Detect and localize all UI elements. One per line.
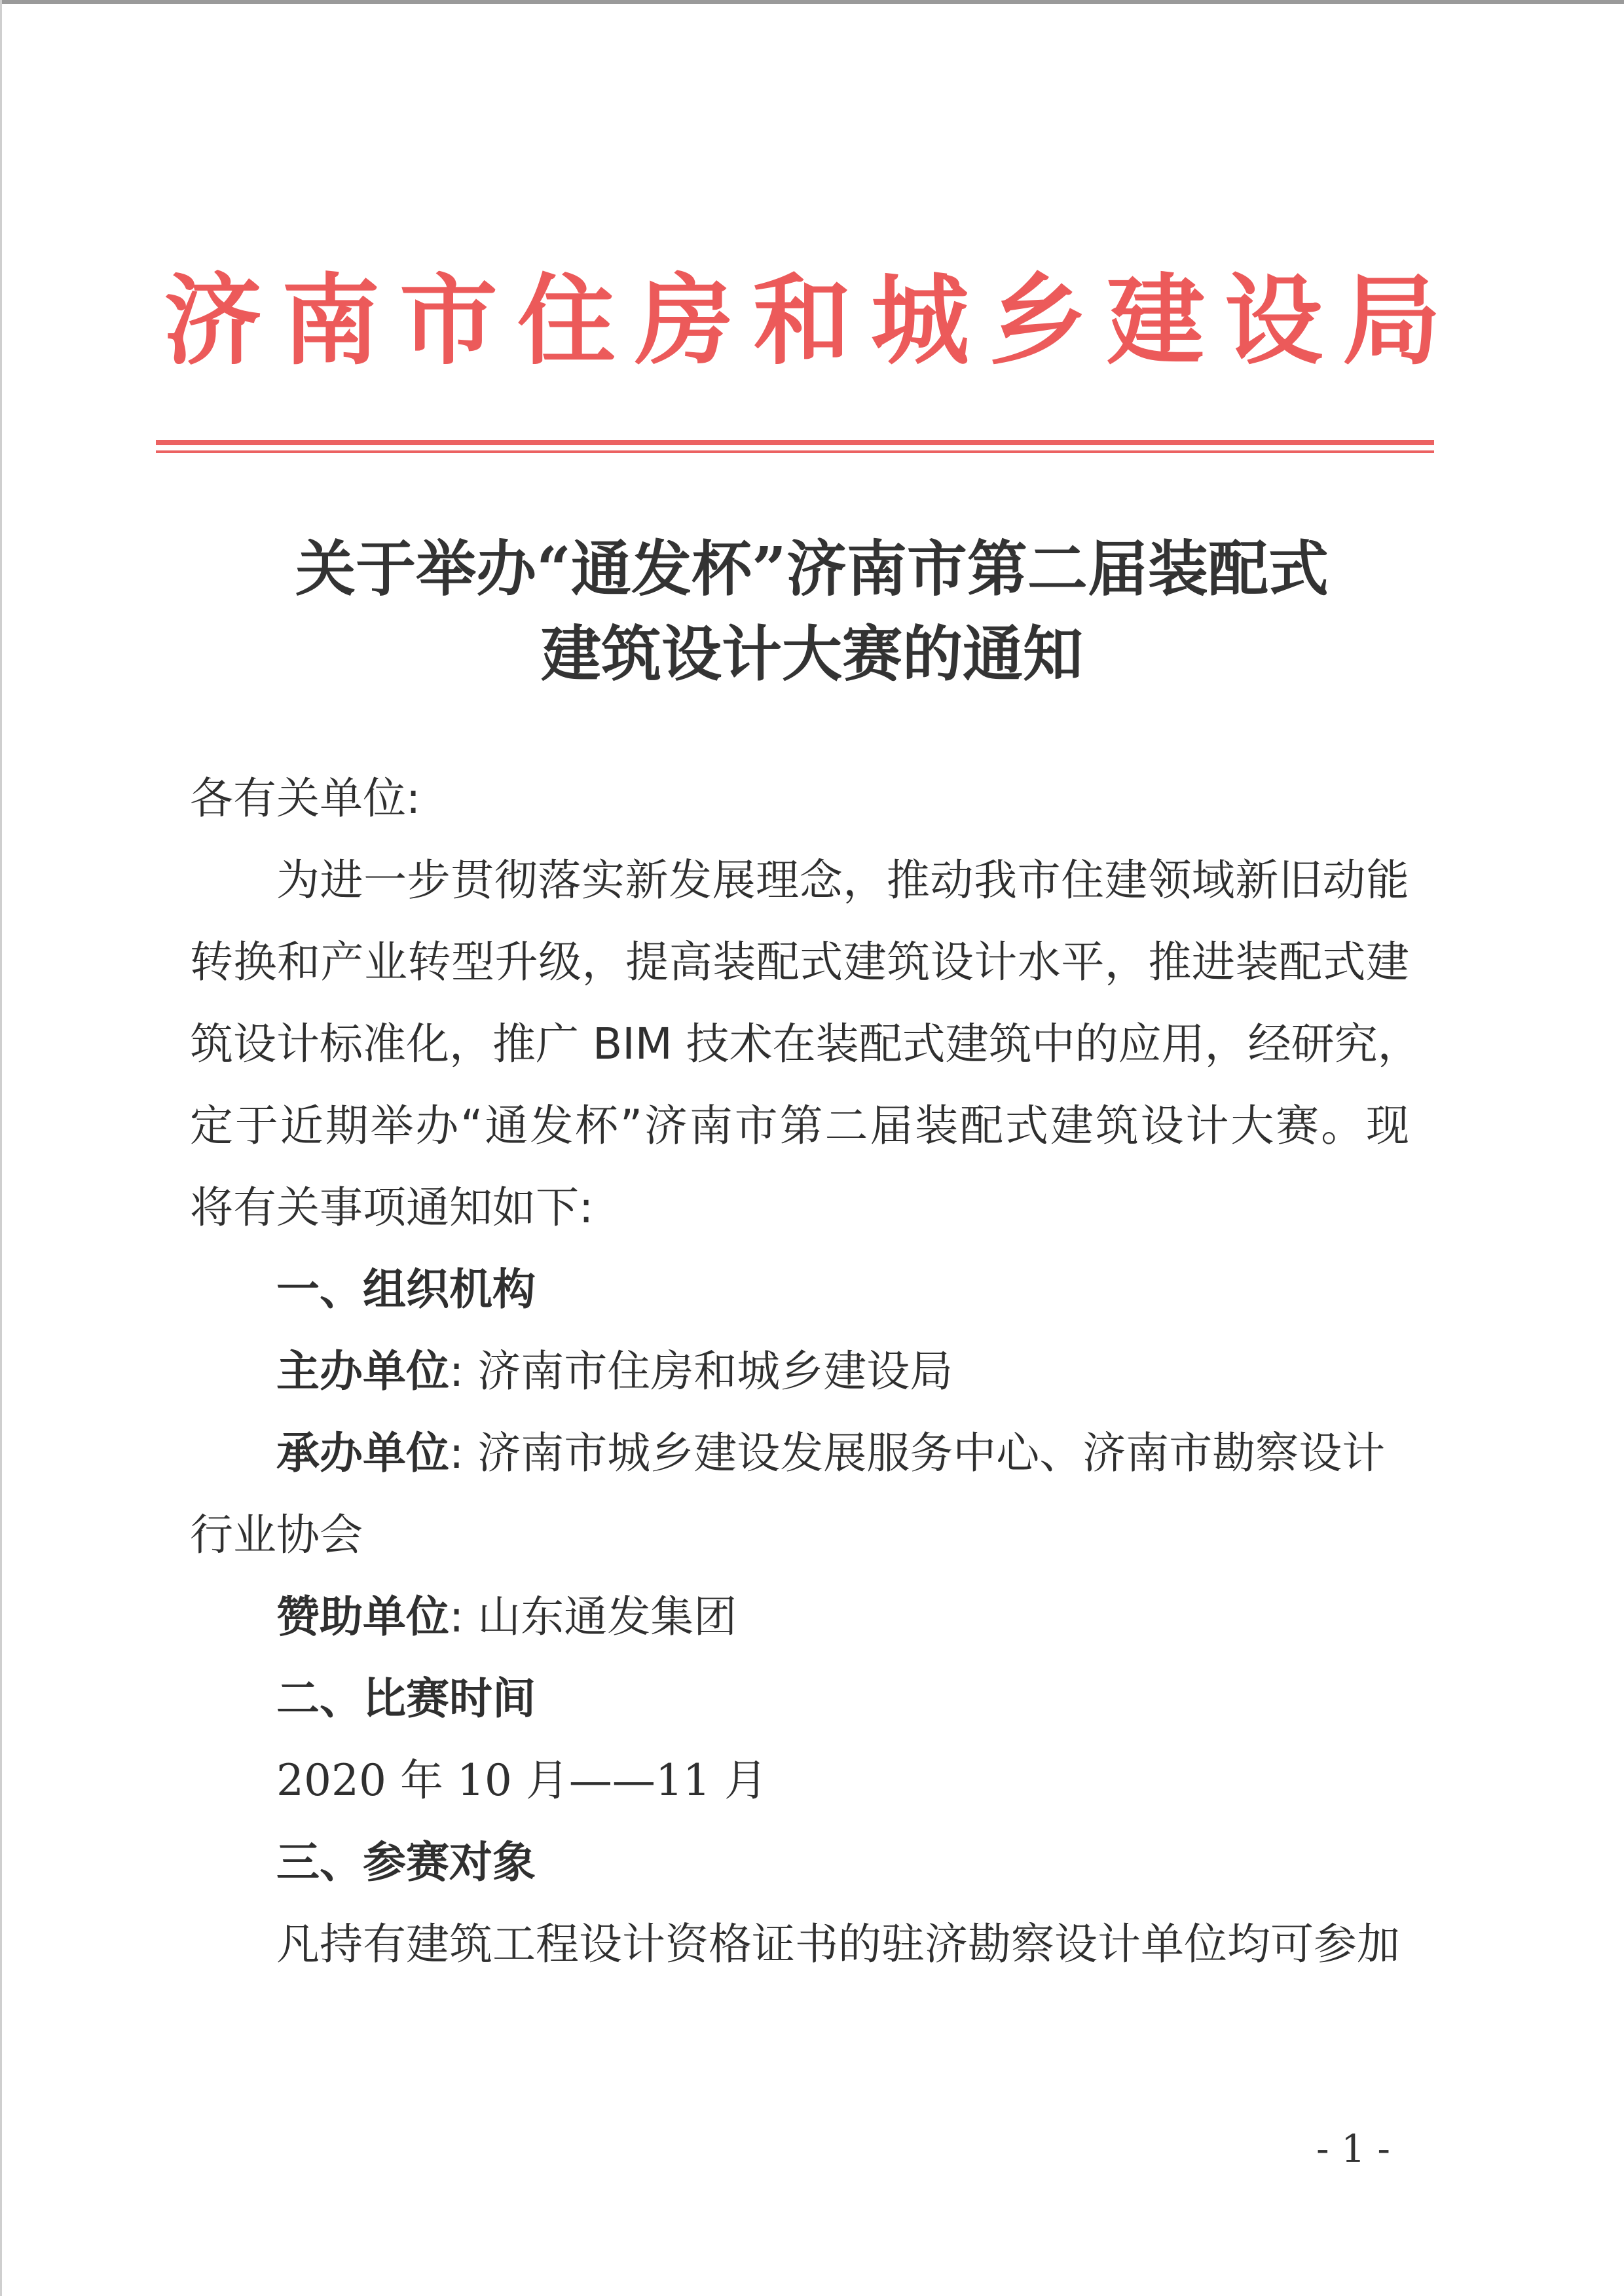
salutation: 各有关单位: (190, 773, 421, 824)
issuer-masthead: 济南市住房和城乡建设局 (163, 263, 1460, 378)
intro-line-5: 将有关事项通知如下: (190, 1182, 594, 1233)
host-unit-value: : 济南市住房和城乡建设局 (449, 1346, 953, 1396)
page-number: - 1 - (1316, 2126, 1390, 2171)
section-2-heading: 二、比赛时间 (276, 1673, 536, 1724)
intro-line-4: 定于近期举办“通发杯”济南市第二届装配式建筑设计大赛。现 (190, 1101, 1409, 1151)
section-1-heading: 一、组织机构 (276, 1264, 536, 1315)
intro-line-1: 为进一步贯彻落实新发展理念，推动我市住建领域新旧动能 (276, 855, 1409, 905)
scan-left-edge (0, 0, 2, 2296)
scan-top-edge (0, 0, 1624, 4)
sponsor-unit-row (276, 1584, 737, 1650)
organizer-unit-label: 承办单位 (276, 1428, 449, 1478)
host-unit-label: 主办单位 (276, 1346, 449, 1396)
sponsor-unit-value: : 山东通发集团 (449, 1592, 737, 1642)
document-title-line-2: 建筑设计大赛的通知 (540, 619, 1083, 689)
organizer-unit-value: : 济南市城乡建设发展服务中心、济南市勘察设计 (449, 1428, 1386, 1478)
sponsor-unit-label: 赞助单位 (276, 1592, 449, 1642)
intro-line-2: 转换和产业转型升级，提高装配式建筑设计水平，推进装配式建 (190, 937, 1409, 987)
organizer-unit-value-cont: 行业协会 (190, 1510, 363, 1560)
red-rule-thin (156, 450, 1434, 453)
host-unit-row (276, 1339, 953, 1404)
competition-period: 2020 年 10 月——11 月 (276, 1755, 767, 1806)
eligibility-text: 凡持有建筑工程设计资格证书的驻济勘察设计单位均可参加 (276, 1919, 1400, 1969)
red-rule-thick (156, 440, 1434, 445)
section-3-heading: 三、参赛对象 (276, 1837, 536, 1887)
document-title-line-1: 关于举办“通发杯”济南市第二届装配式 (295, 534, 1329, 604)
intro-line-3: 筑设计标准化，推广 BIM 技术在装配式建筑中的应用，经研究， (190, 1019, 1421, 1069)
organizer-unit-row (276, 1421, 1385, 1486)
